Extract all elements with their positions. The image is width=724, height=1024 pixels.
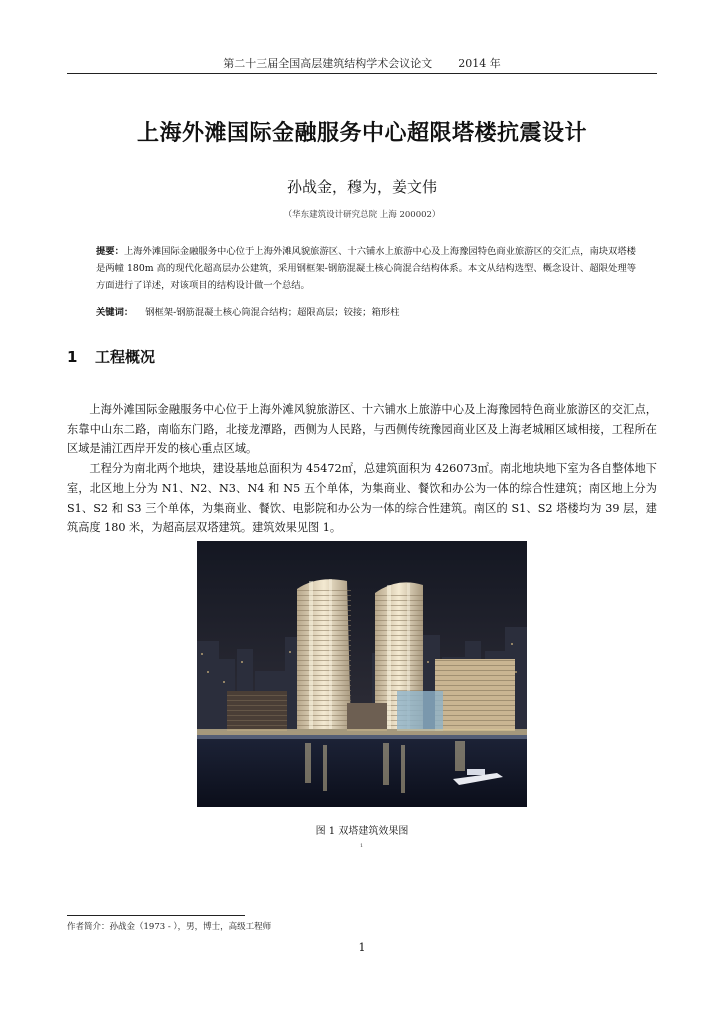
abstract-text: 上海外滩国际金融服务中心位于上海外滩风貌旅游区、十六铺水上旅游中心及上海豫园特色商业旅游区的交汇点，南块双塔楼是两幢 180m 高的现代化超高层办公建筑，采用钢框架-钢筋混凝土核心筒混合结构体系。本文从结构选型、概念设计、超限处理等方面进行了详述，对该项目的结构设计做一个总结。 [96, 246, 636, 291]
header-year: 2014 年 [458, 57, 501, 70]
page-number: 1 [358, 941, 366, 954]
keywords-label: 关键词： [96, 307, 134, 318]
keywords-text: 钢框架-钢筋混凝土核心筒混合结构；超限高层；铰接；箱形柱 [145, 307, 400, 318]
section-heading [67, 346, 155, 367]
figure-mark: 1 [360, 843, 364, 849]
running-header [67, 57, 657, 74]
figure-caption: 图 1 双塔建筑效果图 [315, 826, 409, 837]
paragraph: 工程分为南北两个地块，建设基地总面积为 45472㎡，总建筑面积为 426073㎡。南北地块地下室为各自整体地下室，北区地上分为 N1、N2、N3、N4 和 N5 五个单体，为集商业、餐饮和办公为一体的综合性建筑；南区地上分为 S1、S2 和 S3 三个单体，为集商业、餐饮、电影院和办公为一体的综合性建筑。南区的 S1、S2 塔楼均为 39 层，建筑高度 180 米，为超高层双塔建筑。建筑效果见图 1。 [67, 462, 657, 535]
twin-tower-rendering [197, 541, 527, 807]
body-text [67, 400, 657, 538]
keywords [96, 305, 636, 321]
conference-name: 第二十三届全国高层建筑结构学术会议论文 [223, 57, 433, 70]
author-list: 孙战金，穆为，姜文伟 [286, 178, 437, 196]
author-footnote: 作者简介：孙战金（1973 - ），男，博士，高级工程师 [67, 922, 272, 932]
footnote-divider [67, 915, 245, 916]
paper-title: 上海外滩国际金融服务中心超限塔楼抗震设计 [136, 121, 587, 146]
rendering-illustration [197, 541, 527, 807]
section-number: 1 [67, 348, 78, 366]
section-title: 工程概况 [95, 348, 156, 366]
abstract [96, 243, 636, 294]
paragraph: 上海外滩国际金融服务中心位于上海外滩风貌旅游区、十六铺水上旅游中心及上海豫园特色商业旅游区的交汇点，东靠中山东二路，南临东门路，北接龙潭路，西侧为人民路，与西侧传统豫园商业区及上海老城厢区域相接，工程所在区域是浦江西岸开发的核心重点区域。 [67, 403, 657, 456]
abstract-label: 提要： [96, 246, 124, 257]
affiliation: （华东建筑设计研究总院 上海 200002） [283, 210, 441, 220]
